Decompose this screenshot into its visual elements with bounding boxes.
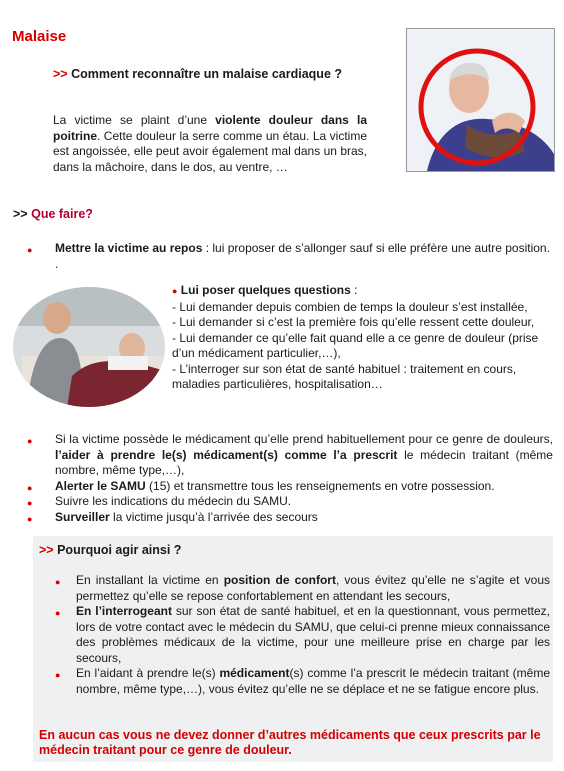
bullet-icon: ● (55, 608, 61, 618)
bullet-icon: ● (27, 482, 33, 493)
reasons-list (55, 573, 551, 697)
questions-block: ● Lui poser quelques questions : - Lui demander depuis combien de temps la douleur s’est installée, - Lui demander si c’est la première fois qu’elle ressent cette douleur, - Lui demander ce qu’elle fait quand elle a ce genre de douleur (prise d’un médicament particulier,…), - L’interroger sur son état de santé habituel : traitement en cours, maladies particulières, hospitalisation… (172, 283, 557, 393)
list-item: ● Alerter le SAMU (15) et transmettre tous les renseignements en votre possession. (55, 479, 553, 495)
page-title: Malaise (12, 28, 67, 45)
warning-text: En aucun cas vous ne devez donner d’autres médicaments que ceux prescrits par le médecin traitant pour ce genre de douleur. (39, 728, 541, 757)
question-text: Pourquoi agir ainsi ? (57, 543, 182, 557)
section-label: Que faire? (31, 207, 93, 221)
question-line: - Lui demander ce qu’elle fait quand elle a ce genre de douleur (prise d’un médicament particulier,…), (172, 330, 539, 360)
section-heading-que-faire (13, 207, 93, 221)
question-line: - Lui demander si c’est la première fois qu’elle ressent cette douleur, (172, 315, 535, 329)
arrow-icon: >> (39, 543, 54, 557)
bullet-icon: ● (27, 498, 33, 508)
rescuer-photo (12, 286, 166, 408)
question-line: - Lui demander depuis combien de temps la douleur s’est installée, (172, 299, 528, 314)
bullet-icon: ● (172, 286, 178, 296)
questions-heading: Lui poser quelques questions (180, 283, 351, 297)
list-item: ● En installant la victime en position de confort, vous évitez qu’elle ne s’agite et vous permettez qu’elle se repose confortablement en attendant les secours, (55, 573, 550, 603)
question-heading-why (39, 543, 181, 557)
bullet-icon: ● (27, 513, 33, 524)
step-rest: ● Mettre la victime au repos : lui proposer de s’allonger sauf si elle préfère une autre position. . (27, 241, 550, 271)
steps-list (27, 432, 553, 525)
chest-pain-photo (406, 28, 555, 172)
bullet-icon: ● (27, 436, 33, 446)
list-item: ● Si la victime possède le médicament qu’elle prend habituellement pour ce genre de douleurs, l’aider à prendre le(s) médicament(s) comme l’a prescrit le médecin traitant (même nombre, même type,…), (27, 432, 553, 477)
question-line: - L’interroger sur son état de santé habituel : traitement en cours, maladies particulières, hospitalisation… (172, 361, 517, 391)
question-heading-recognize (53, 67, 353, 82)
list-item: ● Surveiller la victime jusqu’à l’arrivée des secours (55, 510, 553, 526)
list-item: ● Suivre les indications du médecin du SAMU. (55, 494, 553, 510)
arrow-icon: >> (53, 67, 68, 81)
question-text: Comment reconnaître un malaise cardiaque ? (71, 67, 343, 81)
list-item: ● En l’aidant à prendre le(s) médicament(s) comme l’a prescrit le médecin traitant (même nombre, même type,…), vous évitez qu’elle ne se déplace et ne se fatigue encore plus. (55, 666, 551, 696)
intro-paragraph: La victime se plaint d’une violente douleur dans la poitrine. Cette douleur la serre comme un étau. La victime est angoissée, elle peut avoir également mal dans un bras, dans la mâchoire, dans le dos, au ventre, … (53, 113, 367, 174)
bullet-icon: ● (55, 577, 61, 587)
arrow-icon: >> (13, 207, 28, 221)
bullet-icon: ● (55, 670, 61, 680)
bullet-icon: ● (27, 245, 33, 255)
list-item: ● En l’interrogeant sur son état de santé habituel, et en la questionnant, vous permettez, lors de votre contact avec le médecin du SAMU, que celui-ci prenne mieux connaissance des problèmes médicaux de la victime, pour une meilleure prise en charge par les secours, (55, 604, 551, 665)
